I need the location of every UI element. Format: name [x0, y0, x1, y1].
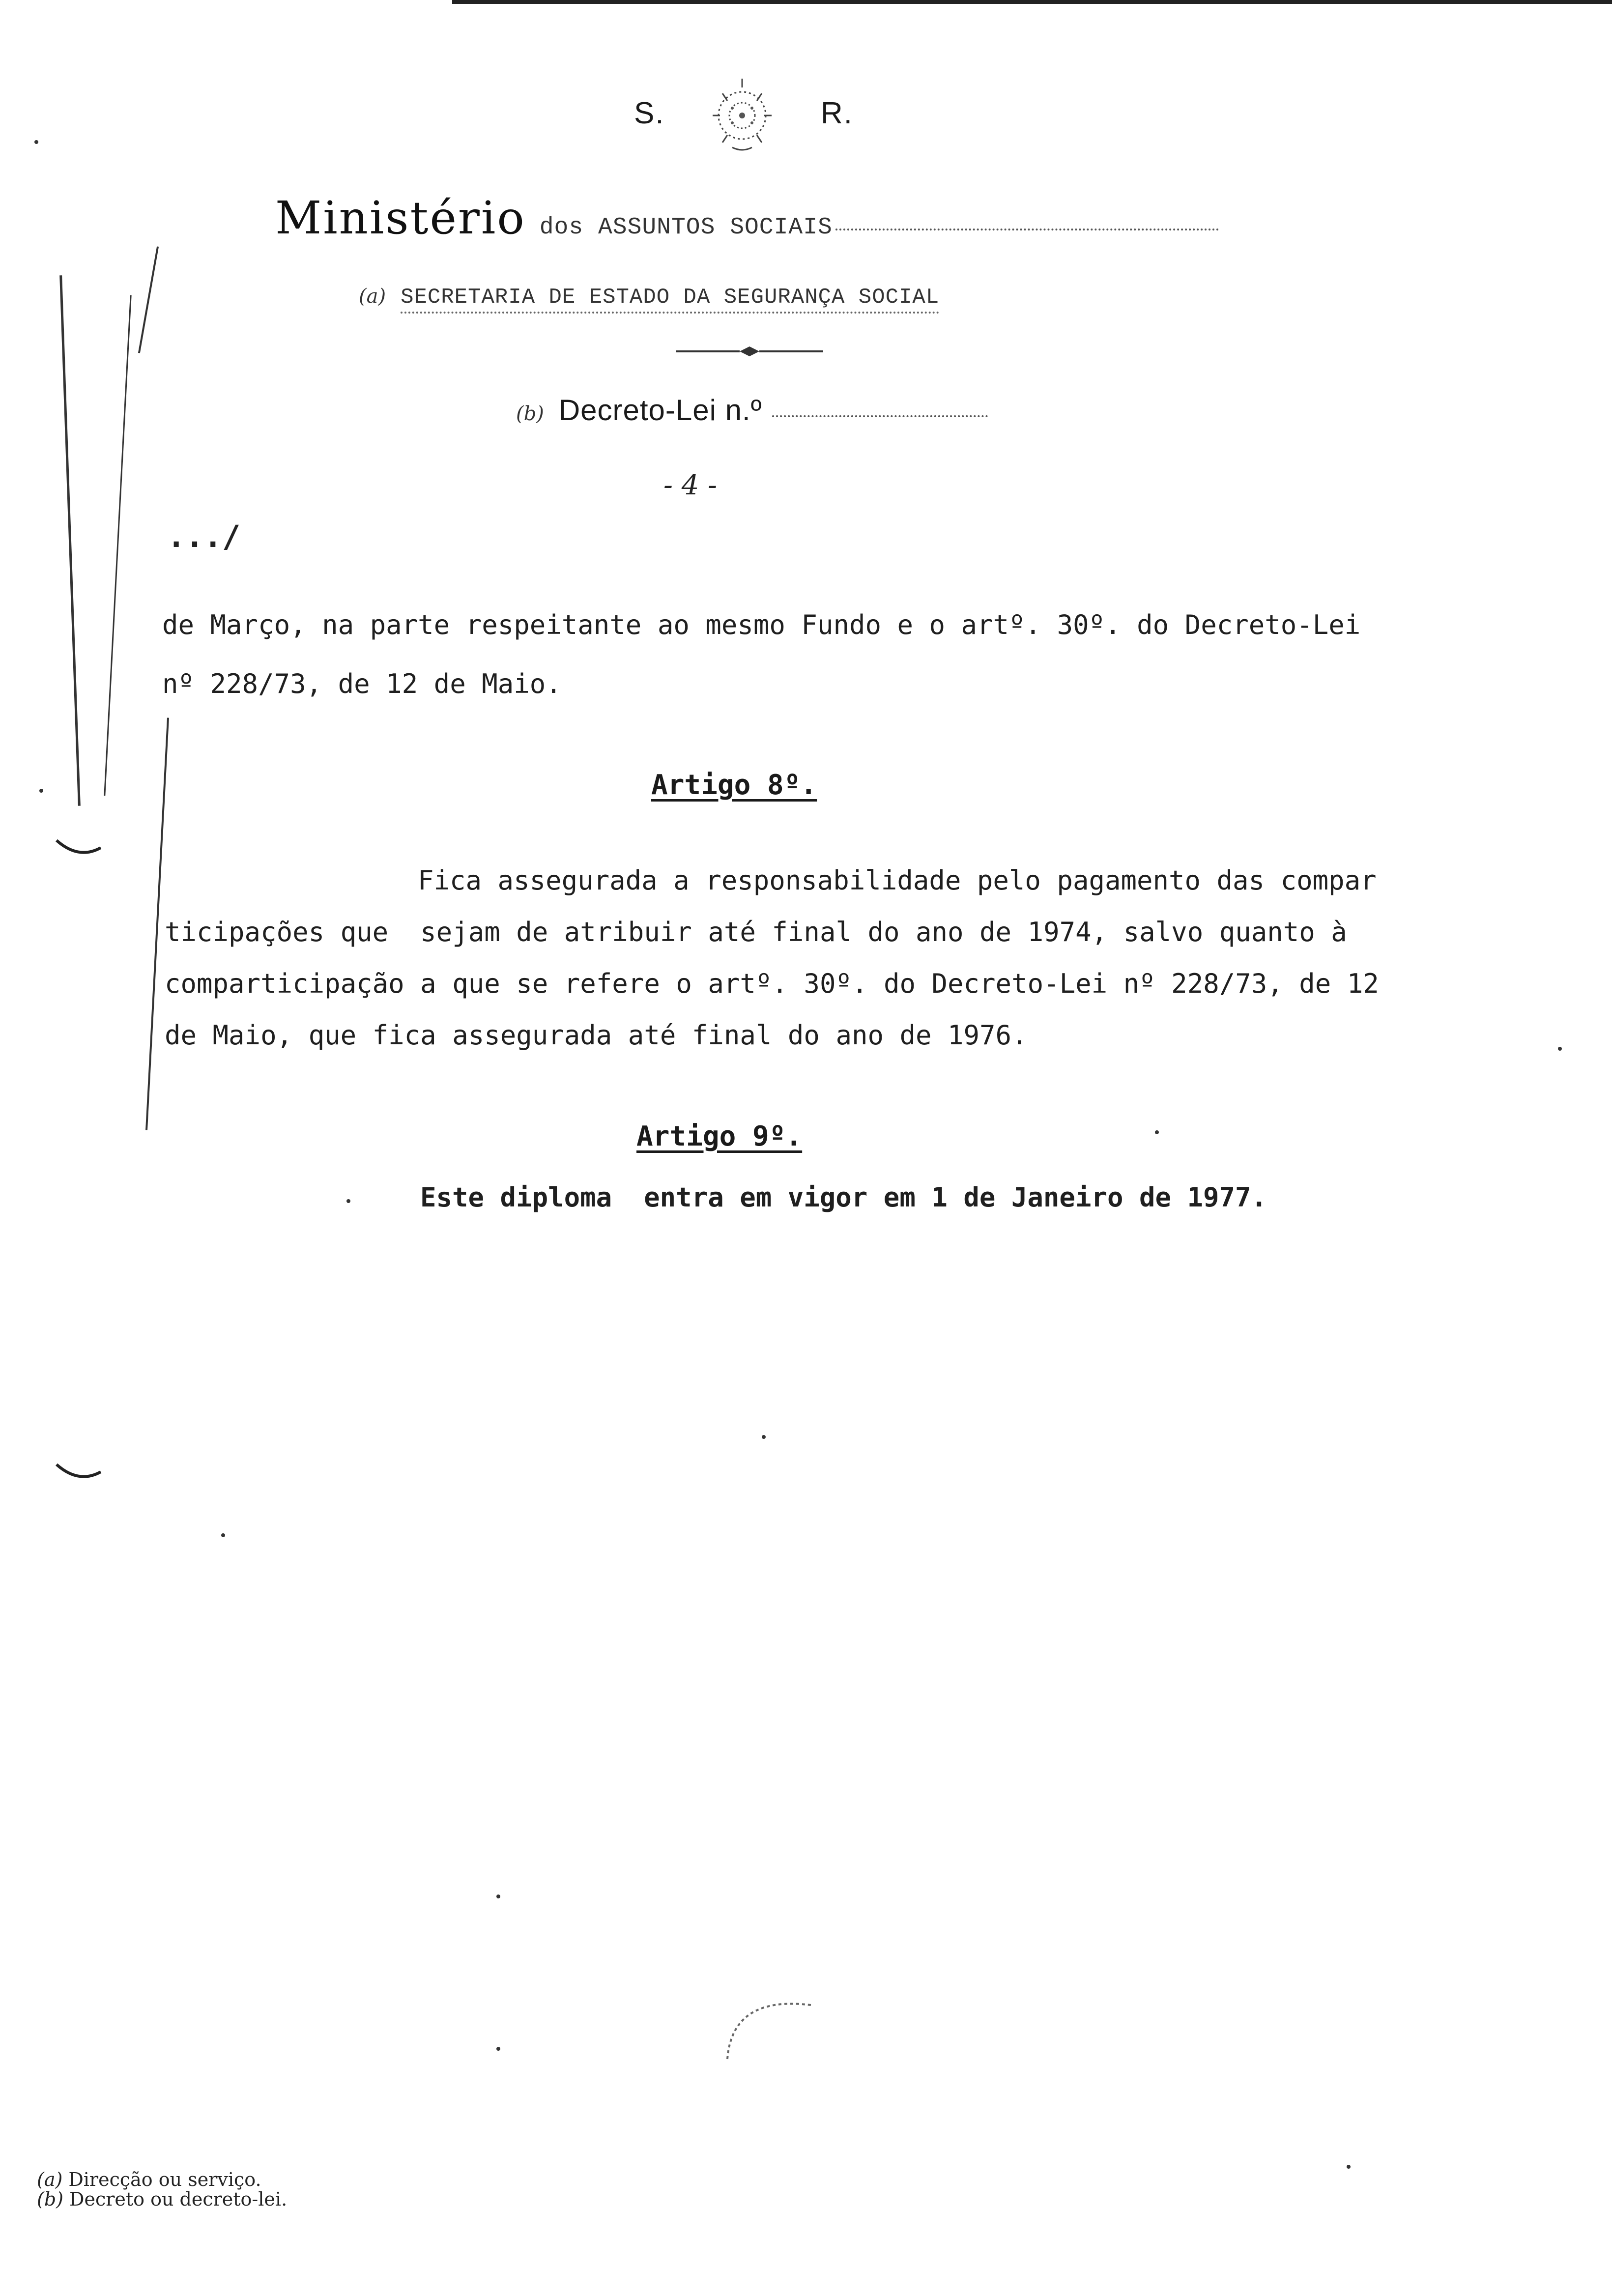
- footnote-b: [37, 2189, 287, 2209]
- speck: [1558, 1047, 1562, 1051]
- continuation-mark: .../: [167, 518, 241, 554]
- footnote-b-text: Decreto ou decreto-lei.: [69, 2188, 288, 2210]
- speck: [221, 1533, 225, 1537]
- margin-mark-line-2: [104, 295, 131, 796]
- footnote-a-text: Direcção ou serviço.: [68, 2169, 261, 2190]
- decreto-footnote-mark: (b): [516, 402, 544, 425]
- margin-mark-stroke: [138, 246, 159, 353]
- speck: [346, 1199, 350, 1203]
- article-9-heading: Artigo 9º.: [636, 1120, 803, 1152]
- decreto-label: Decreto-Lei n.º: [558, 394, 762, 427]
- ministry-leader-dots: [835, 228, 1219, 230]
- decreto-line: [516, 393, 988, 427]
- article-9-line-1: Este diploma entra em vigor em 1 de Janeiro de 1977.: [420, 1182, 1267, 1213]
- speck: [39, 789, 43, 793]
- letterhead-initial-r: R.: [821, 96, 853, 130]
- ministry-line: [275, 192, 1219, 244]
- ministry-label: Ministério: [275, 192, 526, 244]
- speck: [1347, 2165, 1351, 2169]
- intro-line-1: de Março, na parte respeitante ao mesmo Fundo e o artº. 30º. do Decreto-Lei: [162, 609, 1361, 640]
- secretaria-footnote-mark: (a): [359, 285, 386, 308]
- footnote-a-mark: (a): [37, 2169, 63, 2190]
- speck: [1155, 1130, 1159, 1134]
- letterhead-seal-row: [619, 74, 875, 162]
- margin-mark-line: [59, 275, 81, 806]
- letterhead-initial-s: S.: [634, 96, 665, 130]
- footnote-a: [37, 2170, 287, 2189]
- article-8-line-2: ticipações que sejam de atribuir até final do ano de 1974, salvo quanto à: [165, 917, 1347, 947]
- article-8-heading: Artigo 8º.: [651, 769, 817, 801]
- margin-curve-mark-icon-2: [54, 1460, 103, 1484]
- footnotes: [37, 2170, 287, 2209]
- speck: [34, 140, 38, 144]
- ornament-divider-icon: [676, 344, 823, 359]
- ministry-name: dos ASSUNTOS SOCIAIS: [539, 214, 833, 241]
- article-8-line-3: comparticipação a que se refere o artº. 30º. do Decreto-Lei nº 228/73, de 12: [165, 968, 1379, 999]
- speck: [496, 1894, 500, 1898]
- speck: [762, 1435, 766, 1439]
- page-number: - 4 -: [663, 469, 718, 501]
- secretaria-name: SECRETARIA DE ESTADO DA SEGURANÇA SOCIAL: [401, 285, 939, 314]
- article-8-line-4: de Maio, que fica assegurada até final do ano de 1976.: [165, 1020, 1028, 1051]
- intro-line-2: nº 228/73, de 12 de Maio.: [162, 668, 562, 699]
- speck: [496, 2047, 500, 2051]
- faint-arc-mark-icon: [722, 1985, 821, 2064]
- top-edge-rule: [452, 0, 1612, 4]
- coat-of-arms-seal-icon: [693, 74, 791, 157]
- article-8-line-1: Fica assegurada a responsabilidade pelo pagamento das compar: [418, 865, 1377, 896]
- secretaria-line: [359, 285, 1135, 314]
- margin-curve-mark-icon: [54, 835, 103, 860]
- footnote-b-mark: (b): [37, 2188, 63, 2210]
- decreto-number-field: [772, 415, 988, 417]
